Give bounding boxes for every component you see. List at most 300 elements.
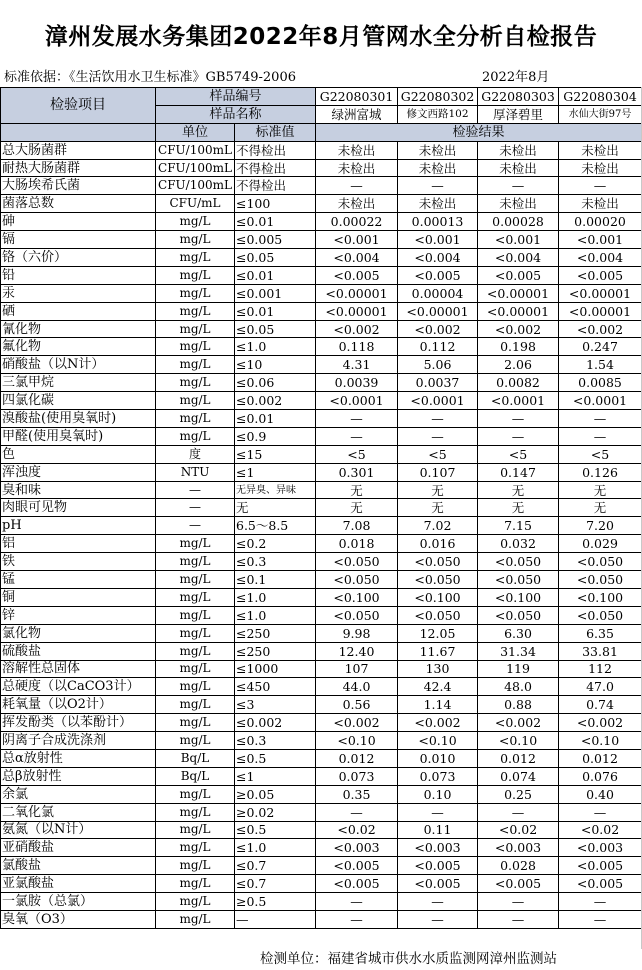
row-result-3: 未检出 xyxy=(478,141,559,159)
row-item: 氯化物 xyxy=(1,624,156,642)
row-result-2: 0.112 xyxy=(398,338,478,356)
row-result-3: 0.88 xyxy=(478,696,559,714)
row-item: 铅 xyxy=(1,266,156,284)
row-result-4: 7.20 xyxy=(559,517,642,535)
row-item: 锰 xyxy=(1,571,156,589)
row-result-2: <0.005 xyxy=(398,857,478,875)
row-standard: ≤450 xyxy=(235,678,316,696)
row-item: 余氯 xyxy=(1,785,156,803)
row-item: 菌落总数 xyxy=(1,195,156,213)
row-unit: — xyxy=(156,499,235,517)
row-standard: ≤0.7 xyxy=(235,875,316,893)
row-result-3: 无 xyxy=(478,481,559,499)
row-result-2: — xyxy=(398,427,478,445)
sample-name-2: 修文西路102 xyxy=(398,105,478,123)
row-result-1: 0.56 xyxy=(316,696,398,714)
row-result-3: 0.032 xyxy=(478,535,559,553)
header-item: 检验项目 xyxy=(1,88,156,124)
row-result-4: <5 xyxy=(559,445,642,463)
row-result-4: <0.100 xyxy=(559,588,642,606)
row-item: 汞 xyxy=(1,284,156,302)
row-result-2: 未检出 xyxy=(398,195,478,213)
row-result-1: 0.0039 xyxy=(316,374,398,392)
row-unit: mg/L xyxy=(156,249,235,267)
row-standard: ≥0.05 xyxy=(235,785,316,803)
row-result-1: 0.118 xyxy=(316,338,398,356)
row-result-3: <0.004 xyxy=(478,249,559,267)
header-row-columns xyxy=(1,123,642,141)
row-result-3: <0.0001 xyxy=(478,392,559,410)
row-result-1: <0.050 xyxy=(316,571,398,589)
row-unit: CFU/mL xyxy=(156,195,235,213)
row-unit: mg/L xyxy=(156,571,235,589)
row-result-2: — xyxy=(398,893,478,911)
row-result-2: — xyxy=(398,910,478,928)
row-result-4: 0.029 xyxy=(559,535,642,553)
row-standard: ≤0.5 xyxy=(235,749,316,767)
row-unit: mg/L xyxy=(156,427,235,445)
row-result-2: — xyxy=(398,410,478,428)
row-result-4: <0.005 xyxy=(559,857,642,875)
row-result-2: <0.10 xyxy=(398,732,478,750)
row-result-4: 0.0085 xyxy=(559,374,642,392)
row-result-4: <0.10 xyxy=(559,732,642,750)
row-result-4: <0.002 xyxy=(559,320,642,338)
table-row xyxy=(1,356,642,374)
row-result-2: 未检出 xyxy=(398,159,478,177)
header-results: 检验结果 xyxy=(316,123,642,141)
row-result-3: — xyxy=(478,177,559,195)
row-item: 氰化物 xyxy=(1,320,156,338)
row-result-3: 2.06 xyxy=(478,356,559,374)
row-unit: mg/L xyxy=(156,732,235,750)
table-row xyxy=(1,177,642,195)
row-standard: ≤0.005 xyxy=(235,231,316,249)
row-result-4: 无 xyxy=(559,499,642,517)
row-result-4: — xyxy=(559,803,642,821)
row-result-1: <0.0001 xyxy=(316,392,398,410)
row-item: 四氯化碳 xyxy=(1,392,156,410)
table-row xyxy=(1,266,642,284)
row-result-1: 7.08 xyxy=(316,517,398,535)
row-unit: mg/L xyxy=(156,660,235,678)
row-result-2: <0.005 xyxy=(398,875,478,893)
row-standard: 无异臭、异味 xyxy=(235,481,316,499)
row-standard: 不得检出 xyxy=(235,141,316,159)
row-result-1: 无 xyxy=(316,499,398,517)
row-result-1: — xyxy=(316,893,398,911)
table-row xyxy=(1,821,642,839)
row-unit: mg/L xyxy=(156,213,235,231)
row-result-1: — xyxy=(316,803,398,821)
row-result-1: <0.003 xyxy=(316,839,398,857)
row-unit: mg/L xyxy=(156,320,235,338)
row-result-3: — xyxy=(478,427,559,445)
row-result-3: 0.00028 xyxy=(478,213,559,231)
row-standard: ≤0.002 xyxy=(235,392,316,410)
row-result-4: <0.0001 xyxy=(559,392,642,410)
row-result-2: <0.100 xyxy=(398,588,478,606)
row-result-3: 48.0 xyxy=(478,678,559,696)
row-item: 亚氯酸盐 xyxy=(1,875,156,893)
row-unit: mg/L xyxy=(156,624,235,642)
table-row xyxy=(1,481,642,499)
table-row xyxy=(1,732,642,750)
row-result-1: 4.31 xyxy=(316,356,398,374)
row-unit: — xyxy=(156,481,235,499)
row-standard: ≤3 xyxy=(235,696,316,714)
row-result-1: — xyxy=(316,427,398,445)
header-sample-no: 样品编号 xyxy=(156,88,316,106)
row-standard: ≤100 xyxy=(235,195,316,213)
row-result-3: — xyxy=(478,410,559,428)
row-result-1: <0.050 xyxy=(316,553,398,571)
table-row xyxy=(1,839,642,857)
row-standard: ≤1.0 xyxy=(235,588,316,606)
row-unit: mg/L xyxy=(156,266,235,284)
row-item: pH xyxy=(1,517,156,535)
row-item: 镉 xyxy=(1,231,156,249)
footer-unit: 检测单位：福建省城市供水水质监测网漳州监测站 xyxy=(260,951,557,967)
row-result-4: <0.004 xyxy=(559,249,642,267)
row-unit: mg/L xyxy=(156,606,235,624)
row-result-2: 无 xyxy=(398,481,478,499)
row-result-3: <0.00001 xyxy=(478,302,559,320)
header-item-blank xyxy=(1,123,156,141)
row-standard: ≤0.01 xyxy=(235,302,316,320)
row-standard: ≤0.1 xyxy=(235,571,316,589)
row-result-4: 0.00020 xyxy=(559,213,642,231)
row-result-1: <0.002 xyxy=(316,714,398,732)
row-result-4: 无 xyxy=(559,481,642,499)
row-result-2: <0.050 xyxy=(398,553,478,571)
table-row xyxy=(1,231,642,249)
row-result-2: <0.005 xyxy=(398,266,478,284)
row-standard: ≤1 xyxy=(235,463,316,481)
row-result-3: 未检出 xyxy=(478,159,559,177)
row-result-2: — xyxy=(398,177,478,195)
row-result-3: <5 xyxy=(478,445,559,463)
row-result-4: <0.00001 xyxy=(559,302,642,320)
row-item: 硝酸盐（以N计） xyxy=(1,356,156,374)
row-result-1: 0.35 xyxy=(316,785,398,803)
table-row xyxy=(1,302,642,320)
row-standard: ≤0.9 xyxy=(235,427,316,445)
row-result-3: <0.005 xyxy=(478,266,559,284)
table-row xyxy=(1,499,642,517)
row-result-1: <0.100 xyxy=(316,588,398,606)
row-standard: ≤0.3 xyxy=(235,553,316,571)
table-row xyxy=(1,588,642,606)
row-result-1: 0.018 xyxy=(316,535,398,553)
row-result-4: 0.40 xyxy=(559,785,642,803)
row-result-3: <0.003 xyxy=(478,839,559,857)
row-result-4: <0.005 xyxy=(559,266,642,284)
row-result-1: 107 xyxy=(316,660,398,678)
row-result-2: <0.050 xyxy=(398,571,478,589)
row-item: 臭氧（O3） xyxy=(1,910,156,928)
table-row xyxy=(1,338,642,356)
row-result-2: 5.06 xyxy=(398,356,478,374)
table-row xyxy=(1,606,642,624)
header-sample-name: 样品名称 xyxy=(156,105,316,123)
table-row xyxy=(1,392,642,410)
header-standard: 标准值 xyxy=(235,123,316,141)
standard-line xyxy=(0,68,642,88)
report-date: 2022年8月 xyxy=(482,70,550,85)
row-result-3: 0.012 xyxy=(478,749,559,767)
row-unit: 度 xyxy=(156,445,235,463)
row-standard: ≤0.05 xyxy=(235,320,316,338)
row-item: 二氧化氯 xyxy=(1,803,156,821)
row-result-1: <5 xyxy=(316,445,398,463)
row-item: 硫酸盐 xyxy=(1,642,156,660)
row-item: 铝 xyxy=(1,535,156,553)
row-result-1: <0.002 xyxy=(316,320,398,338)
row-result-4: 0.247 xyxy=(559,338,642,356)
row-item: 氨氮（以N计） xyxy=(1,821,156,839)
row-result-2: 0.00013 xyxy=(398,213,478,231)
row-result-4: 未检出 xyxy=(559,141,642,159)
table-row xyxy=(1,553,642,571)
table-row xyxy=(1,374,642,392)
row-unit: mg/L xyxy=(156,374,235,392)
row-standard: ≤0.2 xyxy=(235,535,316,553)
row-result-4: 1.54 xyxy=(559,356,642,374)
row-result-4: — xyxy=(559,910,642,928)
row-result-1: 9.98 xyxy=(316,624,398,642)
row-result-3: <0.050 xyxy=(478,571,559,589)
row-result-2: 42.4 xyxy=(398,678,478,696)
row-standard: ≤250 xyxy=(235,642,316,660)
row-result-2: 0.016 xyxy=(398,535,478,553)
row-result-2: 1.14 xyxy=(398,696,478,714)
row-standard: ≤0.06 xyxy=(235,374,316,392)
table-row xyxy=(1,159,642,177)
row-standard: ≤0.05 xyxy=(235,249,316,267)
row-result-3: — xyxy=(478,910,559,928)
row-standard: ≤1.0 xyxy=(235,839,316,857)
table-row xyxy=(1,714,642,732)
row-result-1: <0.00001 xyxy=(316,284,398,302)
row-result-3: <0.002 xyxy=(478,320,559,338)
row-result-4: 33.81 xyxy=(559,642,642,660)
row-item: 锌 xyxy=(1,606,156,624)
row-standard: 不得检出 xyxy=(235,177,316,195)
row-unit: NTU xyxy=(156,463,235,481)
row-result-2: 0.0037 xyxy=(398,374,478,392)
table-row xyxy=(1,785,642,803)
row-result-2: <0.00001 xyxy=(398,302,478,320)
row-unit: mg/L xyxy=(156,893,235,911)
table-row xyxy=(1,284,642,302)
table-row xyxy=(1,803,642,821)
row-result-3: 0.0082 xyxy=(478,374,559,392)
row-result-4: <0.002 xyxy=(559,714,642,732)
row-standard: ≥0.5 xyxy=(235,893,316,911)
row-result-2: 11.67 xyxy=(398,642,478,660)
table-row xyxy=(1,910,642,928)
row-unit: mg/L xyxy=(156,392,235,410)
row-result-2: 0.11 xyxy=(398,821,478,839)
row-unit: mg/L xyxy=(156,410,235,428)
row-item: 溶解性总固体 xyxy=(1,660,156,678)
row-result-4: <0.050 xyxy=(559,606,642,624)
row-standard: ≤1.0 xyxy=(235,338,316,356)
row-unit: mg/L xyxy=(156,696,235,714)
row-result-3: 119 xyxy=(478,660,559,678)
table-row xyxy=(1,660,642,678)
row-result-3: 无 xyxy=(478,499,559,517)
row-unit: mg/L xyxy=(156,231,235,249)
row-result-3: <0.050 xyxy=(478,553,559,571)
row-unit: mg/L xyxy=(156,857,235,875)
row-standard: ≥0.02 xyxy=(235,803,316,821)
row-item: 三氯甲烷 xyxy=(1,374,156,392)
row-result-1: 0.301 xyxy=(316,463,398,481)
row-unit: Bq/L xyxy=(156,749,235,767)
row-item: 亚硝酸盐 xyxy=(1,839,156,857)
row-unit: mg/L xyxy=(156,284,235,302)
row-result-1: <0.005 xyxy=(316,857,398,875)
row-item: 肉眼可见物 xyxy=(1,499,156,517)
row-item: 铜 xyxy=(1,588,156,606)
row-result-1: — xyxy=(316,410,398,428)
row-item: 甲醛(使用臭氧时) xyxy=(1,427,156,445)
row-result-1: 未检出 xyxy=(316,195,398,213)
row-result-3: 31.34 xyxy=(478,642,559,660)
row-standard: ≤10 xyxy=(235,356,316,374)
table-row xyxy=(1,463,642,481)
row-result-2: <5 xyxy=(398,445,478,463)
table-row xyxy=(1,624,642,642)
row-result-3: 0.25 xyxy=(478,785,559,803)
row-result-3: — xyxy=(478,803,559,821)
row-unit: CFU/100mL xyxy=(156,141,235,159)
sample-name-3: 厚泽碧里 xyxy=(478,105,559,123)
row-result-2: <0.002 xyxy=(398,714,478,732)
row-result-1: 0.00022 xyxy=(316,213,398,231)
row-result-4: 0.126 xyxy=(559,463,642,481)
row-item: 铁 xyxy=(1,553,156,571)
row-result-1: 无 xyxy=(316,481,398,499)
row-unit: mg/L xyxy=(156,302,235,320)
row-result-4: 0.74 xyxy=(559,696,642,714)
row-unit: mg/L xyxy=(156,553,235,571)
row-standard: ≤0.01 xyxy=(235,410,316,428)
row-item: 色 xyxy=(1,445,156,463)
row-result-4: <0.003 xyxy=(559,839,642,857)
row-item: 硒 xyxy=(1,302,156,320)
table-row xyxy=(1,857,642,875)
sample-name-4: 水仙大街97号 xyxy=(559,105,642,123)
row-unit: mg/L xyxy=(156,588,235,606)
row-result-1: 12.40 xyxy=(316,642,398,660)
row-item: 总大肠菌群 xyxy=(1,141,156,159)
row-result-1: <0.001 xyxy=(316,231,398,249)
row-standard: ≤1000 xyxy=(235,660,316,678)
table-row xyxy=(1,410,642,428)
row-unit: CFU/100mL xyxy=(156,159,235,177)
row-result-3: — xyxy=(478,893,559,911)
row-item: 总β放射性 xyxy=(1,767,156,785)
row-result-3: 0.147 xyxy=(478,463,559,481)
table-row xyxy=(1,875,642,893)
row-standard: ≤15 xyxy=(235,445,316,463)
row-result-2: 未检出 xyxy=(398,141,478,159)
results-table xyxy=(0,87,642,929)
row-item: 大肠埃希氏菌 xyxy=(1,177,156,195)
row-result-2: 无 xyxy=(398,499,478,517)
row-standard: ≤250 xyxy=(235,624,316,642)
row-result-2: <0.0001 xyxy=(398,392,478,410)
row-result-2: <0.050 xyxy=(398,606,478,624)
row-item: 砷 xyxy=(1,213,156,231)
row-result-3: <0.100 xyxy=(478,588,559,606)
row-result-1: 未检出 xyxy=(316,141,398,159)
table-row xyxy=(1,749,642,767)
row-standard: — xyxy=(235,910,316,928)
row-item: 臭和味 xyxy=(1,481,156,499)
row-item: 一氯胺（总氯） xyxy=(1,893,156,911)
table-row xyxy=(1,249,642,267)
row-result-3: 0.028 xyxy=(478,857,559,875)
row-standard: 无 xyxy=(235,499,316,517)
row-result-4: 未检出 xyxy=(559,159,642,177)
row-result-1: 未检出 xyxy=(316,159,398,177)
row-result-4: — xyxy=(559,177,642,195)
row-result-3: <0.002 xyxy=(478,714,559,732)
row-item: 铬（六价） xyxy=(1,249,156,267)
row-result-3: 6.30 xyxy=(478,624,559,642)
table-body xyxy=(1,141,642,928)
table-row xyxy=(1,767,642,785)
row-unit: mg/L xyxy=(156,821,235,839)
row-item: 氟化物 xyxy=(1,338,156,356)
row-result-4: 112 xyxy=(559,660,642,678)
row-result-1: <0.00001 xyxy=(316,302,398,320)
row-result-1: <0.005 xyxy=(316,875,398,893)
table-row xyxy=(1,320,642,338)
row-result-3: 7.15 xyxy=(478,517,559,535)
row-item: 浑浊度 xyxy=(1,463,156,481)
sample-no-4: G22080304 xyxy=(559,88,642,106)
row-result-2: 0.010 xyxy=(398,749,478,767)
row-result-1: — xyxy=(316,177,398,195)
row-item: 总硬度（以CaCO3计） xyxy=(1,678,156,696)
row-result-2: 0.00004 xyxy=(398,284,478,302)
row-unit: mg/L xyxy=(156,714,235,732)
table-row xyxy=(1,535,642,553)
row-result-2: 130 xyxy=(398,660,478,678)
table-row xyxy=(1,571,642,589)
header-unit: 单位 xyxy=(156,123,235,141)
row-result-1: 44.0 xyxy=(316,678,398,696)
table-row xyxy=(1,517,642,535)
row-result-4: 0.076 xyxy=(559,767,642,785)
row-result-1: <0.004 xyxy=(316,249,398,267)
row-result-1: <0.005 xyxy=(316,266,398,284)
row-result-2: 0.073 xyxy=(398,767,478,785)
row-result-4: — xyxy=(559,427,642,445)
row-result-4: 未检出 xyxy=(559,195,642,213)
row-unit: mg/L xyxy=(156,875,235,893)
row-result-1: 0.012 xyxy=(316,749,398,767)
row-standard: ≤0.001 xyxy=(235,284,316,302)
table-row xyxy=(1,678,642,696)
row-standard: ≤0.5 xyxy=(235,821,316,839)
row-standard: ≤0.01 xyxy=(235,266,316,284)
